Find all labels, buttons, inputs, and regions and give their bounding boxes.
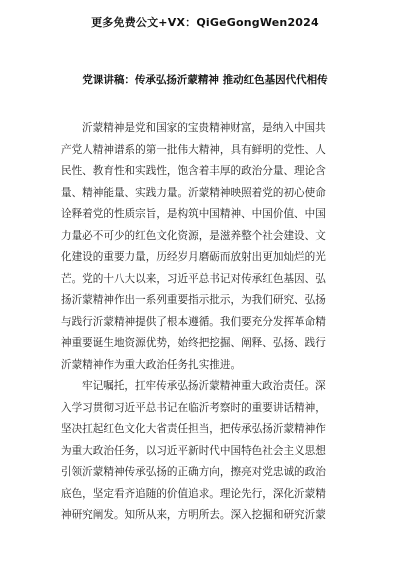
text-line: 民性、教育性和实践性，饱含着丰厚的政治分量、理论含	[61, 165, 326, 177]
text-line: 为重大政治任务，以习近平新时代中国特色社会主义思想	[61, 444, 326, 457]
text-line: 与践行沂蒙精神提供了根本遵循。我们要充分发挥革命精	[61, 315, 326, 328]
document-title: 党课讲稿：传承弘扬沂蒙精神 推动红色基因代代相传	[82, 74, 328, 86]
text-line: 入学习贯彻习近平总书记在临沂考察时的重要讲话精神，	[61, 401, 326, 414]
text-line: 化建设的重要力量，历经岁月磨砺而放射出更加灿烂的光	[61, 251, 326, 263]
page-header: 更多免费公文+VX：QiGeGongWen2024	[91, 16, 319, 29]
text-line: 力量必不可少的红色文化资源，是滋养整个社会建设、文	[61, 229, 326, 242]
text-line: 神研究阐发。知所从来，方明所去。深入挖掘和研究沂蒙	[61, 509, 326, 521]
text-line: 诠释着党的性质宗旨，是构筑中国精神、中国价值、中国	[61, 208, 326, 220]
text-line: 牢记嘱托，扛牢传承弘扬沂蒙精神重大政治责任。深	[82, 380, 326, 392]
paragraph-1	[61, 118, 353, 376]
text-line: 扬沂蒙精神作出一系列重要指示批示，为我们研究、弘扬	[61, 294, 326, 306]
text-line: 底色，坚定看齐追随的价值追求。理论先行，深化沂蒙精	[61, 487, 326, 500]
text-line: 坚决扛起红色文化大省责任担当，把传承弘扬沂蒙精神作	[61, 423, 326, 435]
text-line: 沂蒙精神作为重大政治任务扎实推进。	[61, 358, 242, 371]
document-body	[61, 118, 353, 527]
text-line: 芒。党的十八大以来，习近平总书记对传承红色基因、弘	[61, 272, 326, 285]
text-line: 量、精神能量、实践力量。沂蒙精神映照着党的初心使命	[61, 186, 326, 199]
text-line: 沂蒙精神是党和国家的宝贵精神财富，是纳入中国共	[82, 122, 326, 134]
paragraph-2	[61, 376, 353, 527]
text-line: 神重要诞生地资源优势，始终把挖掘、阐释、弘扬、践行	[61, 337, 326, 349]
text-line: 产党人精神谱系的第一批伟大精神，具有鲜明的党性、人	[61, 143, 326, 156]
text-line: 引领沂蒙精神传承弘扬的正确方向，擦亮对党忠诚的政治	[61, 466, 326, 478]
